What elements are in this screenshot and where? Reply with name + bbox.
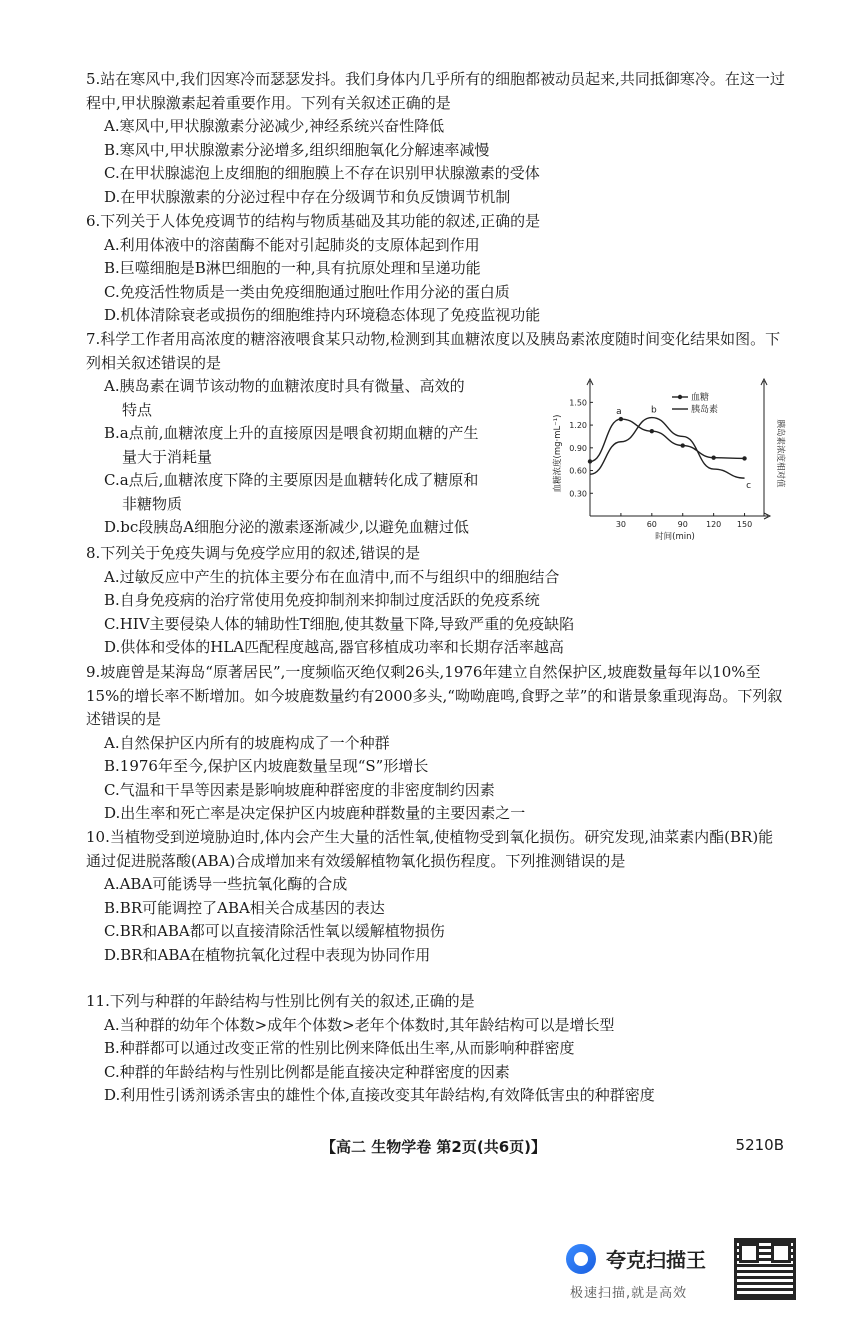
question-9-option-d: D.出生率和死亡率是决定保护区内坡鹿种群数量的主要因素之一 bbox=[104, 804, 526, 822]
blood-glucose-point bbox=[650, 429, 654, 433]
y-tick-label: 0.30 bbox=[569, 489, 587, 499]
question-10-option-d: D.BR和ABA在植物抗氧化过程中表现为协同作用 bbox=[104, 945, 431, 964]
question-7-option-a-cont: 特点 bbox=[122, 400, 153, 419]
question-5-option-d: D.在甲状腺激素的分泌过程中存在分级调节和负反馈调节机制 bbox=[104, 187, 511, 206]
x-tick-label: 90 bbox=[677, 520, 688, 529]
question-6 bbox=[86, 210, 786, 328]
blood-glucose-point bbox=[619, 417, 623, 421]
scanner-watermark bbox=[566, 1238, 856, 1310]
series-line-blood-glucose bbox=[590, 419, 745, 461]
question-7-stem: 7.科学工作者用高浓度的糖溶液喂食某只动物,检测到其血糖浓度以及胰岛素浓度随时间变化结果如图。下列相关叙述错误的是 bbox=[86, 330, 781, 372]
question-10-stem: 10.当植物受到逆境胁迫时,体内会产生大量的活性氧,使植物受到氧化损伤。研究发现,油菜素内酯(BR)能通过促进脱落酸(ABA)合成增加来有效缓解植物氧化损伤程度。下列推测错误的是 bbox=[86, 828, 774, 870]
question-6-option-c: C.免疫活性物质是一类由免疫细胞通过胞吐作用分泌的蛋白质 bbox=[104, 282, 510, 301]
question-8-option-a: A.过敏反应中产生的抗体主要分布在血清中,而不与组织中的细胞结合 bbox=[104, 567, 560, 586]
legend-marker-blood-glucose bbox=[678, 395, 682, 399]
question-6-option-b: B.巨噬细胞是B淋巴细胞的一种,具有抗原处理和呈递功能 bbox=[104, 259, 481, 277]
question-8-option-d: D.供体和受体的HLA匹配程度越高,器官移植成功率和长期存活率越高 bbox=[104, 638, 564, 656]
question-5-option-c: C.在甲状腺滤泡上皮细胞的细胞膜上不存在识别甲状腺激素的受体 bbox=[104, 164, 540, 182]
y-tick-label: 0.90 bbox=[569, 443, 587, 453]
x-tick-label: 120 bbox=[705, 520, 722, 529]
question-7-options bbox=[86, 375, 556, 540]
question-7-option-c: C.a点后,血糖浓度下降的主要原因是血糖转化成了糖原和 bbox=[104, 471, 479, 489]
question-11-option-a: A.当种群的幼年个体数>成年个体数>老年个体数时,其年龄结构可以是增长型 bbox=[104, 1015, 615, 1034]
x-tick-label: 30 bbox=[615, 520, 627, 529]
y2-axis-label: 胰岛素浓度相对值 bbox=[775, 419, 785, 488]
question-6-option-d: D.机体清除衰老或损伤的细胞维持内环境稳态体现了免疫监视功能 bbox=[104, 306, 541, 324]
question-11-option-c: C.种群的年龄结构与性别比例都是能直接决定种群密度的因素 bbox=[104, 1062, 510, 1081]
scanner-slogan: 极速扫描,就是高效 bbox=[570, 1286, 688, 1301]
question-10-option-b: B.BR可能调控了ABA相关合成基因的表达 bbox=[104, 898, 385, 917]
question-11-option-b: B.种群都可以通过改变正常的性别比例来降低出生率,从而影响种群密度 bbox=[104, 1039, 575, 1057]
question-10-option-c: C.BR和ABA都可以直接清除活性氧以缓解植物损伤 bbox=[104, 922, 445, 940]
question-9-option-b: B.1976年至今,保护区内坡鹿数量呈现“S”形增长 bbox=[104, 757, 429, 775]
x-tick-label: 150 bbox=[736, 520, 753, 529]
question-7-option-a: A.胰岛素在调节该动物的血糖浓度时具有微量、高效的 bbox=[104, 377, 465, 395]
blood-glucose-insulin-chart bbox=[548, 376, 788, 541]
question-9-stem: 9.坡鹿曾是某海岛“原著居民”,一度频临灭绝仅剩26头,1976年建立自然保护区,坡鹿数量每年以10%至15%的增长率不断增加。如今坡鹿数量约有2000多头,“呦呦鹿鸣,食野之苹”的和谐景象重现海岛。下列叙述错误的是 bbox=[86, 663, 783, 728]
question-5 bbox=[86, 68, 786, 209]
question-5-stem: 5.站在寒风中,我们因寒冷而瑟瑟发抖。我们身体内几乎所有的细胞都被动员起来,共同抵御寒冷。在这一过程中,甲状腺激素起着重要作用。下列有关叙述正确的是 bbox=[86, 70, 785, 112]
blood-glucose-point bbox=[588, 459, 592, 463]
scanner-logo-icon bbox=[566, 1244, 596, 1274]
x-axis-label: 时间(min) bbox=[655, 532, 695, 541]
question-7-option-c-cont: 非糖物质 bbox=[122, 494, 183, 513]
question-8 bbox=[86, 542, 786, 660]
y-tick-label: 1.50 bbox=[569, 398, 587, 408]
legend-label-blood-glucose: 血糖 bbox=[691, 393, 710, 403]
blood-glucose-point bbox=[742, 456, 746, 460]
footer-page-info: 【高二 生物学卷 第2页(共6页)】 bbox=[320, 1138, 547, 1156]
blood-glucose-point bbox=[681, 443, 685, 447]
question-11 bbox=[86, 990, 786, 1108]
point-label-b: b bbox=[650, 405, 657, 416]
question-7-option-b: B.a点前,血糖浓度上升的直接原因是喂食初期血糖的产生 bbox=[104, 424, 479, 442]
question-6-option-a: A.利用体液中的溶菌酶不能对引起肺炎的支原体起到作用 bbox=[104, 235, 480, 254]
series-line-insulin bbox=[590, 418, 745, 479]
question-5-option-b: B.寒风中,甲状腺激素分泌增多,组织细胞氧化分解速率减慢 bbox=[104, 140, 490, 159]
point-label-a: a bbox=[616, 407, 622, 418]
y-tick-label: 0.60 bbox=[569, 466, 587, 476]
question-8-option-c: C.HIV主要侵染人体的辅助性T细胞,使其数量下降,导致严重的免疫缺陷 bbox=[104, 614, 575, 633]
blood-glucose-point bbox=[711, 455, 715, 459]
question-7-option-d: D.bc段胰岛A细胞分泌的激素逐渐减少,以避免血糖过低 bbox=[104, 518, 469, 536]
question-7-option-b-cont: 量大于消耗量 bbox=[122, 447, 213, 466]
question-11-option-d: D.利用性引诱剂诱杀害虫的雄性个体,直接改变其年龄结构,有效降低害虫的种群密度 bbox=[104, 1086, 655, 1104]
x-tick-label: 60 bbox=[646, 520, 657, 529]
question-9 bbox=[86, 661, 786, 826]
qr-code-icon bbox=[734, 1238, 796, 1300]
question-10 bbox=[86, 826, 786, 967]
scanner-app-name: 夸克扫描王 bbox=[606, 1248, 706, 1272]
legend-label-insulin: 胰岛素 bbox=[691, 405, 719, 415]
question-10-option-a: A.ABA可能诱导一些抗氧化酶的合成 bbox=[104, 875, 348, 893]
question-9-option-a: A.自然保护区内所有的坡鹿构成了一个种群 bbox=[104, 733, 390, 752]
question-5-option-a: A.寒风中,甲状腺激素分泌减少,神经系统兴奋性降低 bbox=[104, 117, 445, 135]
y-tick-label: 1.20 bbox=[569, 421, 587, 431]
question-8-option-b: B.自身免疫病的治疗常使用免疫抑制剂来抑制过度活跃的免疫系统 bbox=[104, 591, 540, 609]
y-axis-label: 血糖浓度(mg·mL⁻¹) bbox=[553, 414, 563, 493]
point-label-c: c bbox=[746, 481, 752, 492]
question-8-stem: 8.下列关于免疫失调与免疫学应用的叙述,错误的是 bbox=[86, 544, 421, 562]
footer-exam-code: 5210B bbox=[735, 1136, 784, 1154]
question-11-stem: 11.下列与种群的年龄结构与性别比例有关的叙述,正确的是 bbox=[86, 992, 475, 1010]
question-6-stem: 6.下列关于人体免疫调节的结构与物质基础及其功能的叙述,正确的是 bbox=[86, 212, 541, 230]
question-9-option-c: C.气温和干旱等因素是影响坡鹿种群密度的非密度制约因素 bbox=[104, 780, 495, 799]
